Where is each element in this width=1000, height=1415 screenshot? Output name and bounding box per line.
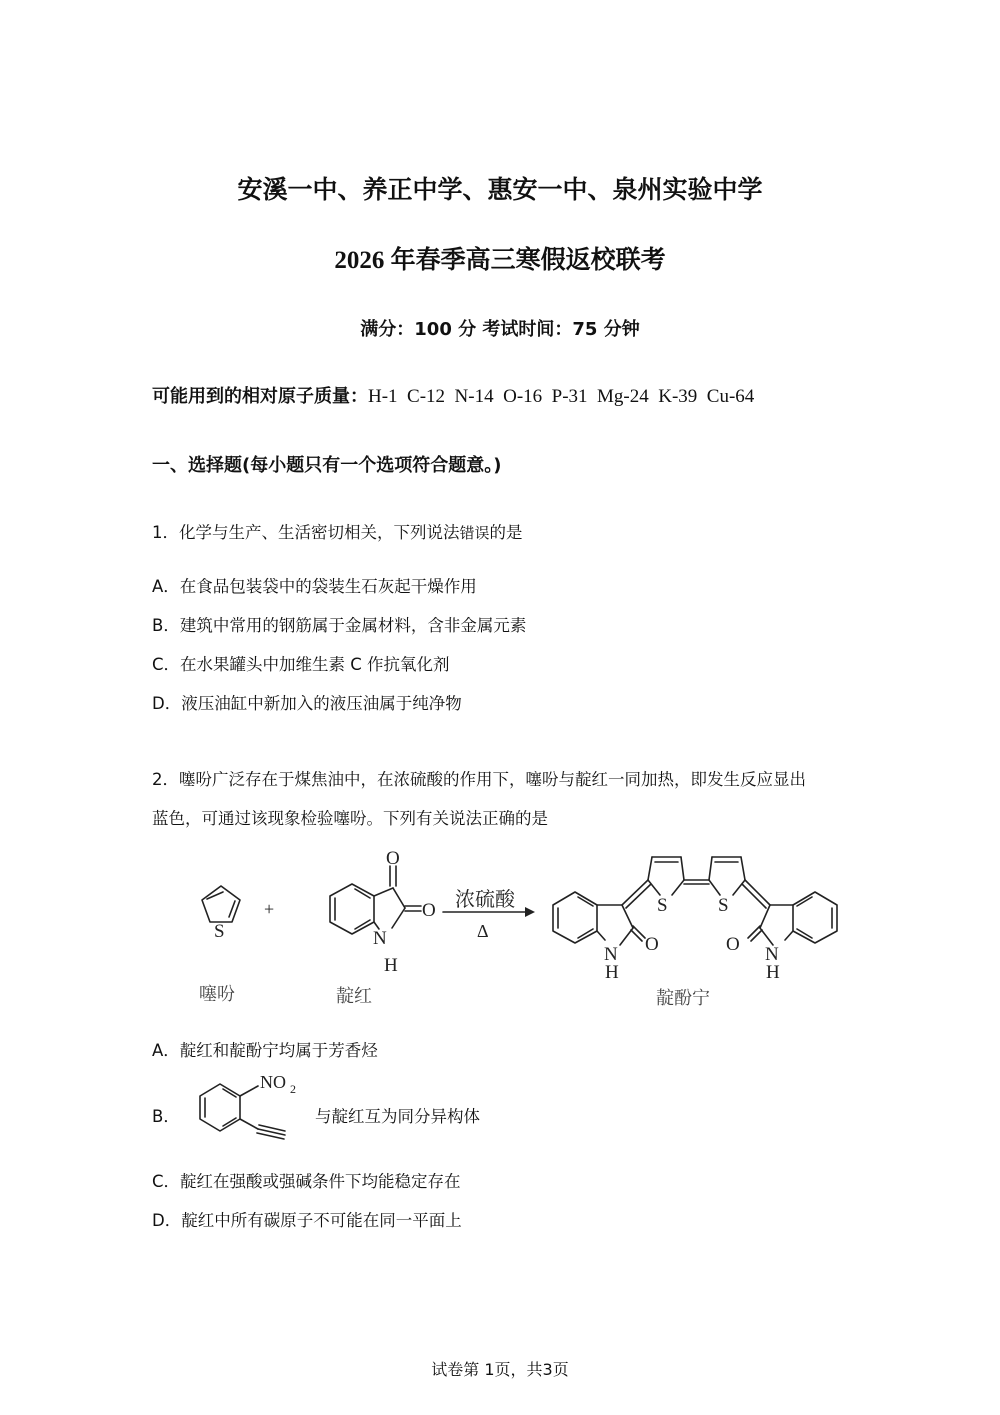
product-thiophene-1	[648, 857, 709, 895]
q2-option-b-text: 与靛红互为同分异构体	[315, 1107, 480, 1126]
reagent-label: 浓硫酸	[455, 887, 515, 911]
q1-option-a: A．在食品包装袋中的袋装生石灰起干燥作用	[152, 577, 477, 596]
exam-info: 满分：100 分 考试时间：75 分钟	[360, 319, 640, 340]
thiophene-name: 噻吩	[199, 984, 235, 1005]
thiophene-atom-s: S	[214, 921, 225, 942]
product-atom-s-1: S	[657, 895, 668, 916]
isatin-name: 靛红	[336, 986, 372, 1007]
isatin-atom-o-top: O	[386, 848, 400, 869]
condition-label: Δ	[477, 921, 489, 941]
thiophene-structure	[202, 886, 240, 922]
option-b-structure	[200, 1084, 285, 1139]
product-left-indolinone	[553, 880, 651, 945]
isatin-atom-h: H	[384, 955, 398, 976]
isatin-atom-o-right: O	[422, 900, 436, 921]
scheme-plus: +	[264, 899, 275, 919]
q2-option-a: A．靛红和靛酚宁均属于芳香烃	[152, 1041, 378, 1060]
page-footer: 试卷第 1页，共3页	[431, 1360, 569, 1379]
option-b-nitro-subscript: 2	[290, 1082, 296, 1096]
isatin-structure	[330, 866, 421, 934]
isatin-atom-n: N	[373, 928, 387, 949]
product-right-indolinone	[748, 892, 837, 945]
product-atom-o-right: O	[726, 934, 740, 955]
product-atom-o-left: O	[645, 934, 659, 955]
q1-stem-emphasis: 错误	[459, 524, 490, 542]
q1-stem-prefix: 1．化学与生产、生活密切相关，下列说法	[152, 523, 460, 542]
product-atom-n-right: N	[765, 944, 779, 965]
product-atom-h-left: H	[605, 962, 619, 983]
atomic-mass-label: 可能用到的相对原子质量：	[152, 386, 368, 407]
exam-title-line2: 2026 年春季高三寒假返校联考	[334, 247, 666, 274]
q2-option-c: C．靛红在强酸或强碱条件下均能稳定存在	[152, 1172, 461, 1191]
q2-option-d: D．靛红中所有碳原子不可能在同一平面上	[152, 1211, 462, 1230]
product-atom-h-right: H	[766, 962, 780, 983]
exam-title-line1: 安溪一中、养正中学、惠安一中、泉州实验中学	[237, 175, 763, 204]
option-b-nitro-group: NO	[260, 1072, 286, 1092]
question-2-stem-line2: 蓝色，可通过该现象检验噻吩。下列有关说法正确的是	[152, 809, 548, 828]
product-atom-n-left: N	[604, 944, 618, 965]
q1-option-d: D．液压油缸中新加入的液压油属于纯净物	[152, 694, 462, 713]
product-name: 靛酚宁	[656, 988, 710, 1009]
q2-option-b-prefix: B．	[152, 1107, 180, 1126]
question-2-stem-line1: 2．噻吩广泛存在于煤焦油中，在浓硫酸的作用下，噻吩与靛红一同加热，即发生反应显出	[152, 770, 806, 789]
section-heading: 一、选择题(每小题只有一个选项符合题意。)	[152, 455, 502, 476]
product-atom-s-2: S	[718, 895, 729, 916]
q1-option-b: B．建筑中常用的钢筋属于金属材料，含非金属元素	[152, 616, 527, 635]
q1-stem-suffix: 的是	[489, 523, 523, 542]
q1-option-c: C．在水果罐头中加维生素 C 作抗氧化剂	[152, 655, 450, 674]
atomic-mass-values: H-1 C-12 N-14 O-16 P-31 Mg-24 K-39 Cu-64	[368, 386, 755, 407]
